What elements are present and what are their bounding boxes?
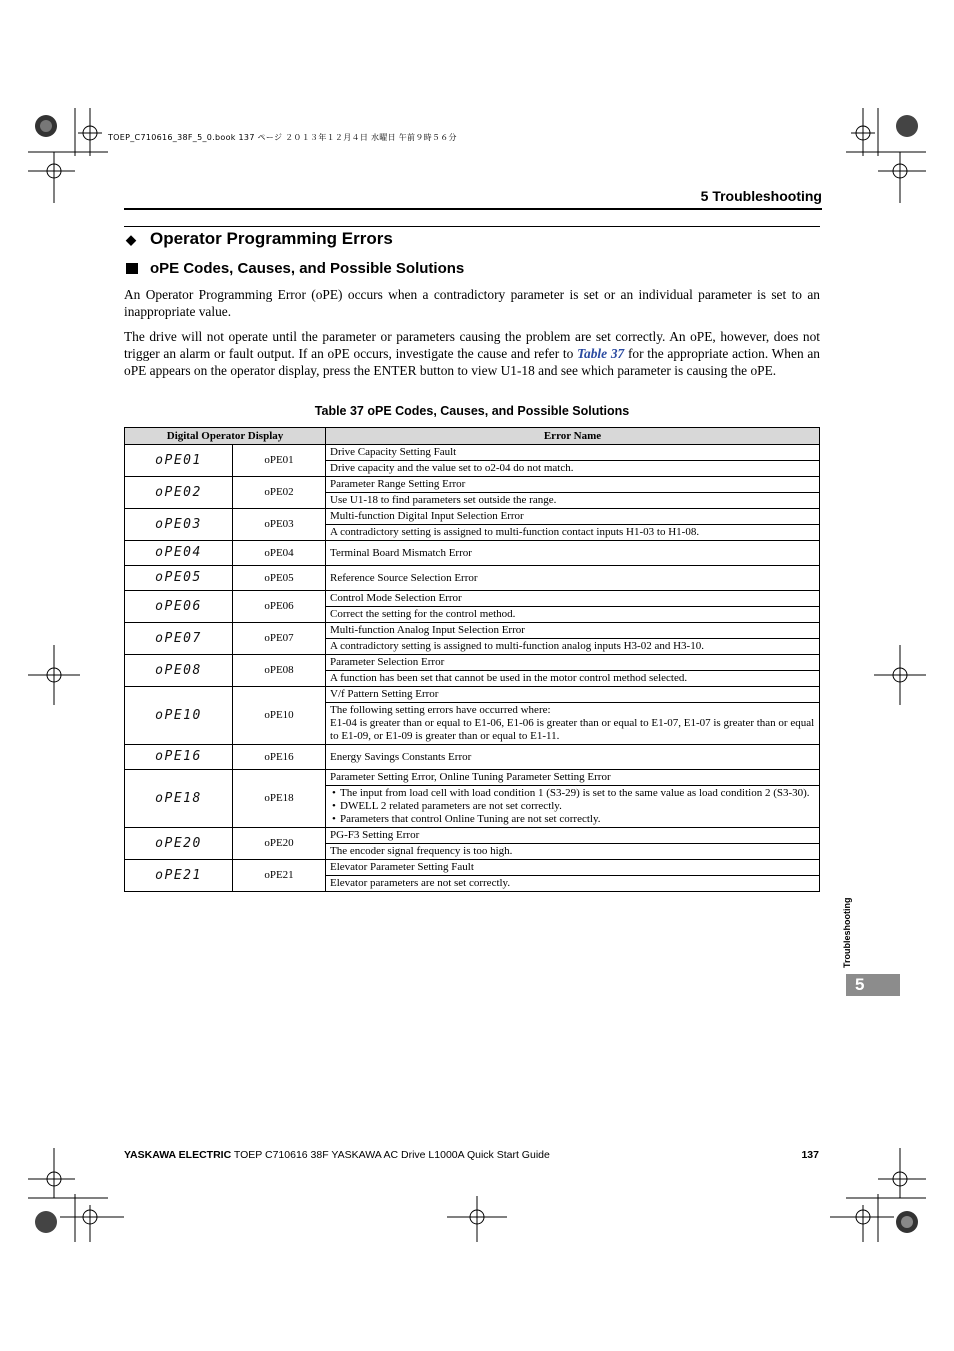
table-row (125, 591, 820, 607)
error-name-cell: Parameter Selection Error (326, 655, 820, 671)
lcd-display-text: oPE10 (155, 707, 202, 723)
error-code-cell: oPE03 (233, 509, 326, 541)
lcd-display-text: oPE05 (155, 570, 202, 585)
table-row (125, 566, 820, 591)
table-row (125, 770, 820, 786)
error-name-cell: Energy Savings Constants Error (326, 745, 820, 770)
lcd-display-text: oPE18 (155, 790, 202, 806)
paragraph-details: The drive will not operate until the parameter or parameters causing the problem are set correctly. An oPE, however, does not trigger an alarm or fault output. If an oPE occurs, investigate the cause and refer to Table 37 for the appropriate action. When an oPE appears on the operator display, press the ENTER button to view U1-18 and see which parameter is causing the oPE. (124, 329, 821, 378)
header-error-name: Error Name (326, 428, 820, 445)
error-name-cell: Parameter Setting Error, Online Tuning Parameter Setting Error (326, 770, 820, 786)
lcd-display-text: oPE01 (155, 452, 202, 468)
cause-list-item: • Parameters that control Online Tuning are not set correctly. (340, 813, 819, 826)
table-header-row (125, 428, 820, 445)
lcd-display-text: oPE07 (155, 630, 202, 646)
operator-display-cell (125, 860, 233, 892)
section-label: 5 Troubleshooting (700, 188, 822, 204)
lcd-display-text: oPE03 (155, 516, 202, 532)
error-name-cell: Parameter Range Setting Error (326, 477, 820, 493)
table-row (125, 860, 820, 876)
error-code-cell: oPE07 (233, 623, 326, 655)
ope-codes-table (124, 427, 820, 892)
error-code-cell: oPE01 (233, 445, 326, 477)
lcd-display-text: oPE04 (155, 545, 202, 560)
operator-display-cell (125, 591, 233, 623)
error-cause-cell: Use U1-18 to find parameters set outside the range. (326, 493, 820, 509)
error-cause-cell: Elevator parameters are not set correctly. (326, 876, 820, 892)
error-name-cell: Drive Capacity Setting Fault (326, 445, 820, 461)
heading-operator-programming-errors: ◆ Operator Programming Errors (126, 229, 393, 248)
chapter-tab: 5 (846, 974, 900, 996)
error-cause-cell: A function has been set that cannot be used in the motor control method selected. (326, 671, 820, 687)
lcd-display-text: oPE20 (155, 835, 202, 851)
lcd-display-text: oPE08 (155, 662, 202, 678)
table-row (125, 687, 820, 703)
operator-display-cell (125, 828, 233, 860)
error-cause-cell: Correct the setting for the control method. (326, 607, 820, 623)
operator-display-cell (125, 623, 233, 655)
side-chapter-label: Troubleshooting (842, 897, 852, 968)
table-row (125, 509, 820, 525)
operator-display-cell (125, 566, 233, 591)
lcd-display-text: oPE02 (155, 484, 202, 500)
cause-list-item: • DWELL 2 related parameters are not set correctly. (340, 800, 819, 813)
operator-display-cell (125, 770, 233, 828)
heading-rule (124, 226, 820, 227)
table-row (125, 745, 820, 770)
error-name-cell: Elevator Parameter Setting Fault (326, 860, 820, 876)
error-code-cell: oPE10 (233, 687, 326, 745)
error-cause-cell: The following setting errors have occurred where: E1-04 is greater than or equal to E1-06, E1-06 is greater than or equal to E1-07, E1-07 is greater than or equal to E1-09, or E1-09 is greater than or equal to E1-11. (326, 703, 820, 745)
operator-display-cell (125, 745, 233, 770)
header-rule (124, 208, 822, 210)
book-header: TOEP_C710616_38F_5_0.book 137 ページ ２０１３年１２月４日 水曜日 午前９時５６分 (108, 133, 457, 142)
table-row (125, 828, 820, 844)
paragraph-intro: An Operator Programming Error (oPE) occurs when a contradictory parameter is set or an individual parameter is set to an inappropriate value. (124, 287, 820, 319)
error-name-cell: Multi-function Analog Input Selection Error (326, 623, 820, 639)
error-code-cell: oPE16 (233, 745, 326, 770)
error-cause-cell: The encoder signal frequency is too high. (326, 844, 820, 860)
table-row (125, 655, 820, 671)
page-number: 137 (801, 1149, 819, 1161)
square-bullet-icon (126, 263, 138, 274)
error-code-cell: oPE20 (233, 828, 326, 860)
error-name-cell: Multi-function Digital Input Selection Error (326, 509, 820, 525)
table-row (125, 477, 820, 493)
error-cause-cell: A contradictory setting is assigned to multi-function contact inputs H1-03 to H1-08. (326, 525, 820, 541)
error-code-cell: oPE05 (233, 566, 326, 591)
error-name-cell: PG-F3 Setting Error (326, 828, 820, 844)
error-code-cell: oPE02 (233, 477, 326, 509)
table-row (125, 445, 820, 461)
operator-display-cell (125, 445, 233, 477)
operator-display-cell (125, 509, 233, 541)
cause-list-item: • The input from load cell with load condition 1 (S3-29) is set to the same value as load condition 2 (S3-30). (340, 787, 819, 800)
heading-ope-codes: oPE Codes, Causes, and Possible Solutions (126, 260, 464, 277)
table-caption: Table 37 oPE Codes, Causes, and Possible Solutions (314, 404, 630, 418)
error-code-cell: oPE06 (233, 591, 326, 623)
operator-display-cell (125, 541, 233, 566)
header-display: Digital Operator Display (125, 428, 326, 445)
error-name-cell: Control Mode Selection Error (326, 591, 820, 607)
table-37-link[interactable]: Table 37 (577, 346, 625, 361)
error-code-cell: oPE08 (233, 655, 326, 687)
error-code-cell: oPE21 (233, 860, 326, 892)
error-cause-cell: A contradictory setting is assigned to multi-function analog inputs H3-02 and H3-10. (326, 639, 820, 655)
error-cause-cell (326, 786, 820, 828)
error-name-cell: V/f Pattern Setting Error (326, 687, 820, 703)
error-code-cell: oPE04 (233, 541, 326, 566)
table-row (125, 623, 820, 639)
lcd-display-text: oPE21 (155, 867, 202, 883)
lcd-display-text: oPE16 (155, 749, 202, 764)
operator-display-cell (125, 477, 233, 509)
footer-doc-info: YASKAWA ELECTRIC TOEP C710616 38F YASKAWA AC Drive L1000A Quick Start Guide (124, 1149, 550, 1161)
error-code-cell: oPE18 (233, 770, 326, 828)
cause-list (330, 787, 819, 826)
diamond-bullet-icon: ◆ (126, 232, 136, 247)
error-name-cell: Reference Source Selection Error (326, 566, 820, 591)
error-cause-cell: Drive capacity and the value set to o2-04 do not match. (326, 461, 820, 477)
operator-display-cell (125, 687, 233, 745)
operator-display-cell (125, 655, 233, 687)
table-row (125, 541, 820, 566)
lcd-display-text: oPE06 (155, 598, 202, 614)
error-name-cell: Terminal Board Mismatch Error (326, 541, 820, 566)
